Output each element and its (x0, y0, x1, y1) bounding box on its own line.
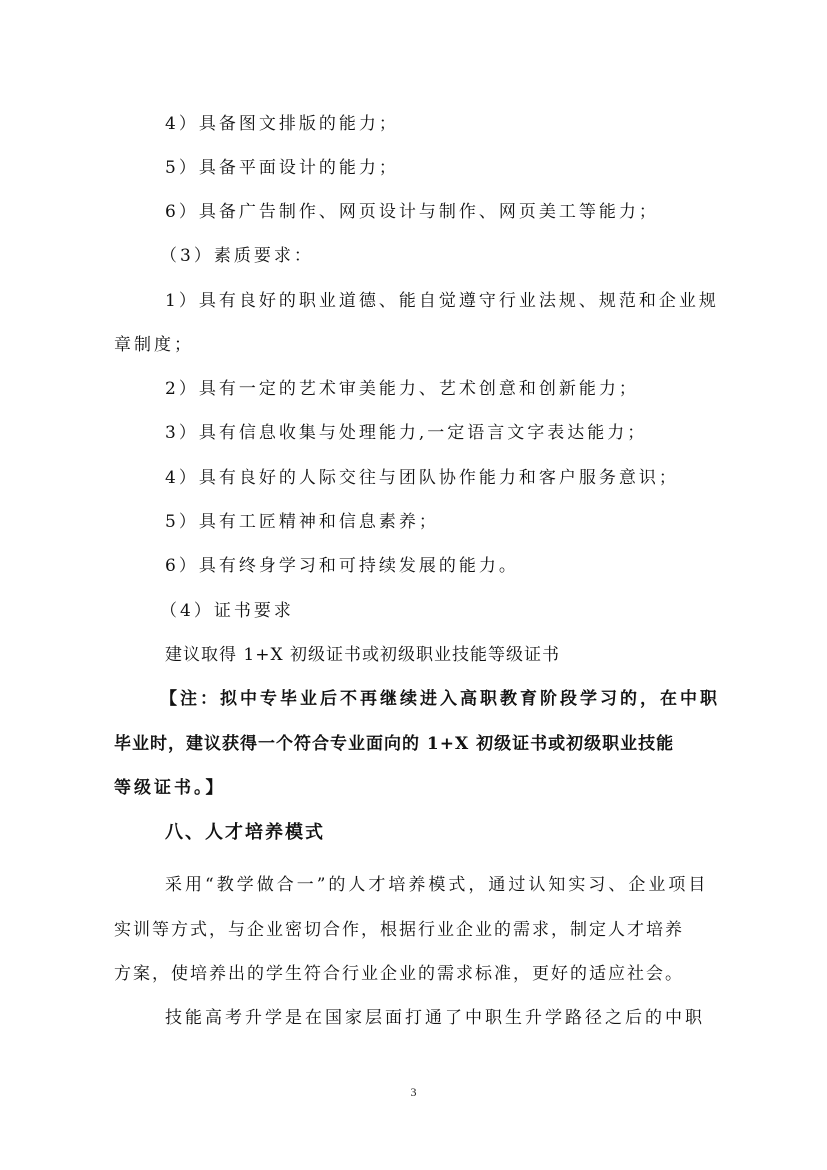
paragraph-line: 技能高考升学是在国家层面打通了中职生升学路径之后的中职 (165, 1008, 705, 1028)
note-text: 等级证书。】 (114, 778, 226, 798)
list-item: 5）具有工匠精神和信息素养； (165, 512, 439, 532)
note-text: 【注：拟中专毕业后不再继续进入高职教育阶段学习的，在中职 (160, 689, 720, 709)
subheading: （3）素质要求： (160, 246, 314, 266)
page-number: 3 (410, 1085, 417, 1099)
list-item: 3）具有信息收集与处理能力,一定语言文字表达能力； (165, 423, 648, 443)
list-item: 4）具有良好的人际交往与团队协作能力和客户服务意识； (165, 468, 679, 488)
section-heading: 八、人才培养模式 (165, 822, 325, 843)
list-item: 1）具有良好的职业道德、能自觉遵守行业法规、规范和企业规 (165, 291, 719, 311)
list-item: 6）具备广告制作、网页设计与制作、网页美工等能力； (165, 202, 659, 222)
list-item-continuation: 章制度； (114, 335, 194, 355)
body-text: 建议取得 1+X 初级证书或初级职业技能等级证书 (165, 645, 560, 665)
list-item: 4）具备图文排版的能力； (165, 114, 399, 134)
list-item: 5）具备平面设计的能力； (165, 158, 399, 178)
paragraph-line: 方案，使培养出的学生符合行业企业的需求标准，更好的适应社会。 (114, 964, 684, 984)
list-item: 6）具有终身学习和可持续发展的能力。 (165, 556, 519, 576)
list-item: 2）具有一定的艺术审美能力、艺术创意和创新能力； (165, 379, 639, 399)
paragraph-line: 采用“教学做合一”的人才培养模式，通过认知实习、企业项目 (165, 875, 709, 895)
subheading: （4）证书要求 (160, 601, 294, 621)
note-text: 毕业时，建议获得一个符合专业面向的 1+X 初级证书或初级职业技能 (114, 734, 675, 754)
paragraph-line: 实训等方式，与企业密切合作，根据行业企业的需求，制定人才培养 (114, 920, 684, 940)
